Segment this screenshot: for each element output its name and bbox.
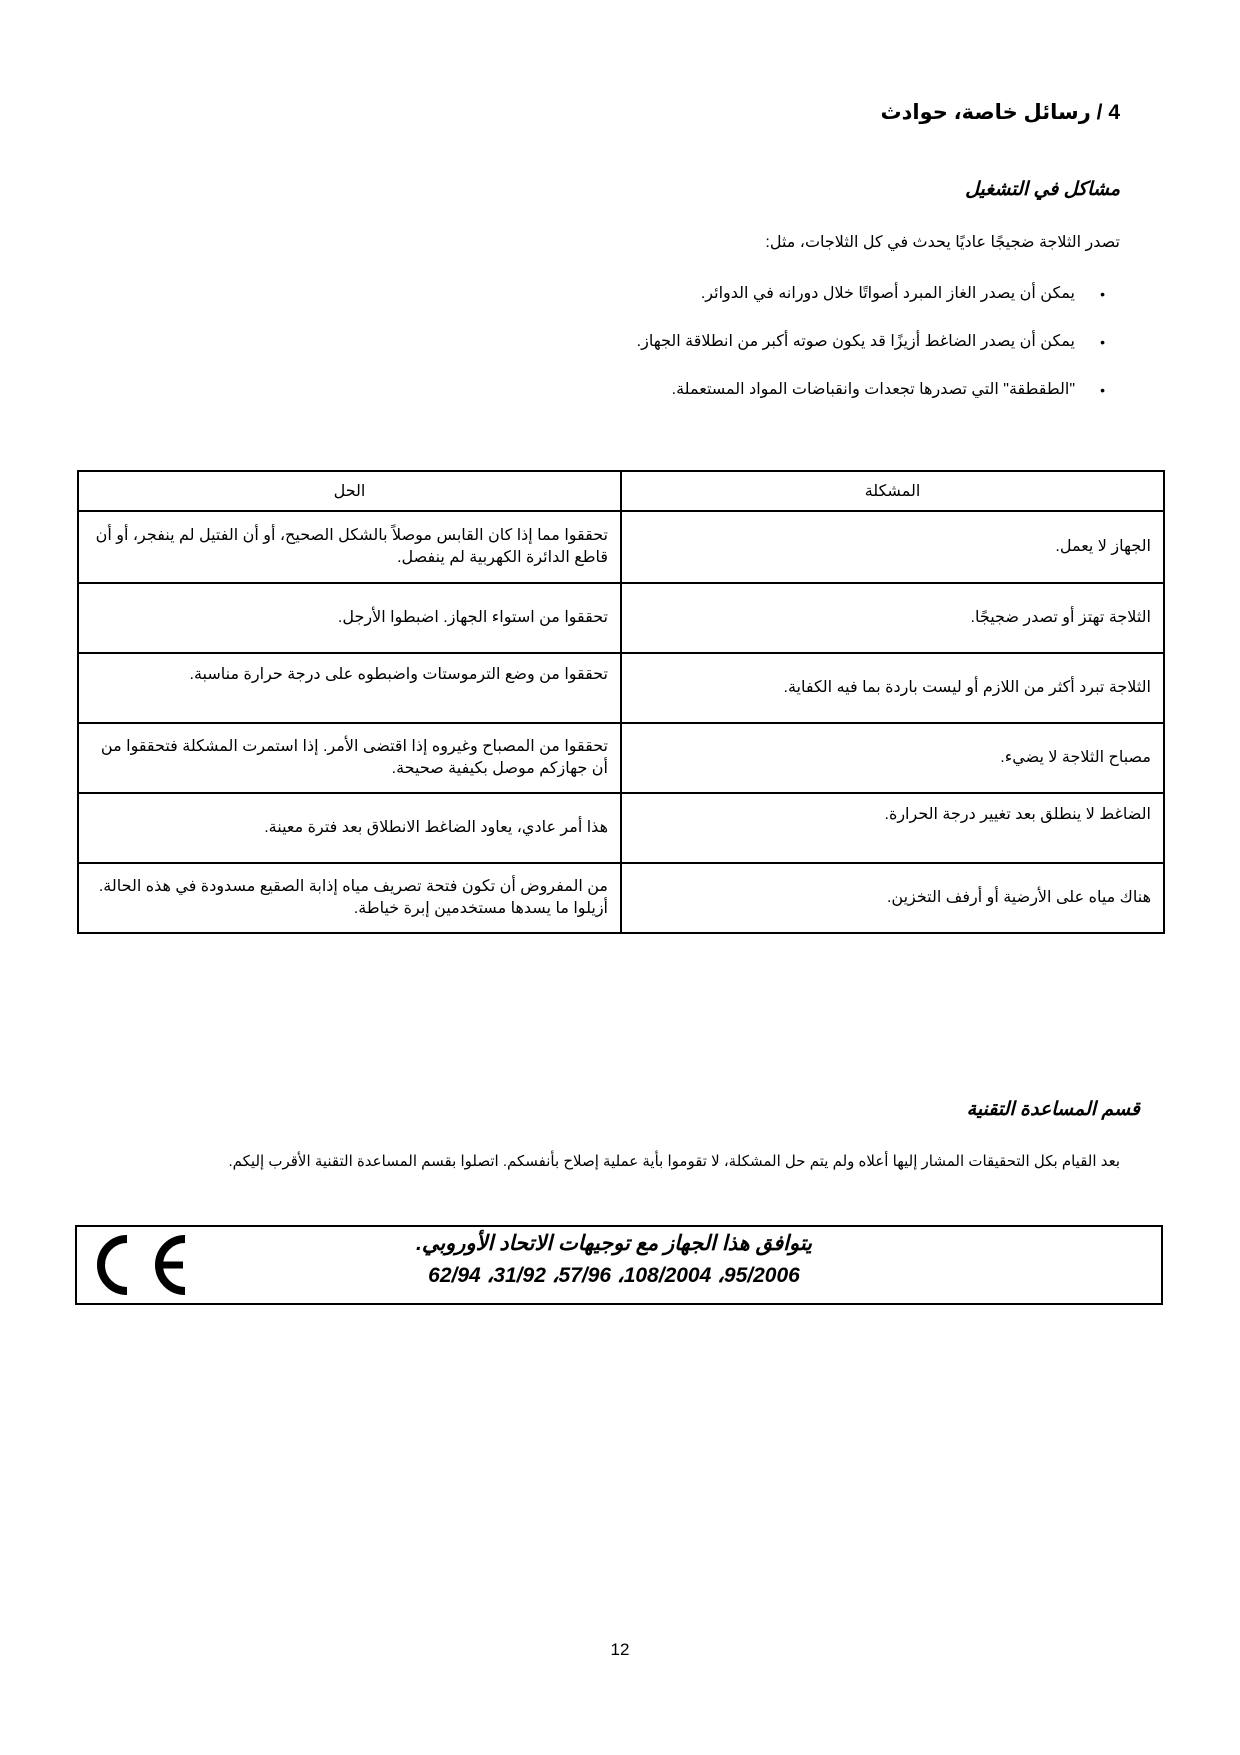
table-row (78, 583, 1164, 653)
list-item (205, 318, 1105, 366)
header-problem: المشكلة (621, 471, 1164, 511)
list-item-text: يمكن أن يصدر الضاغط أزيزًا قد يكون صوته أكبر من انطلاقة الجهاز. (636, 333, 1075, 350)
list-item (205, 366, 1105, 414)
compliance-directives: 95/2006، 108/2004، 57/96، 31/92، 62/94 (428, 1264, 800, 1287)
table-row (78, 723, 1164, 793)
ce-mark-icon (83, 1233, 193, 1297)
solution-cell: من المفروض أن تكون فتحة تصريف مياه إذابة الصقيع مسدودة في هذه الحالة. أزيلوا ما يسدها مستخدمين إبرة خياطة. (78, 863, 621, 933)
solution-cell: تحققوا من المصباح وغيروه إذا اقتضى الأمر. إذا استمرت المشكلة فتحققوا من أن جهازكم موصل بكيفية صحيحة. (78, 723, 621, 793)
noise-list (205, 270, 1105, 414)
table-row (78, 653, 1164, 723)
list-item-text: يمكن أن يصدر الغاز المبرد أصواتًا خلال دورانه في الدوائر. (700, 285, 1075, 302)
table-row (78, 793, 1164, 863)
table-row (78, 511, 1164, 583)
solution-cell: تحققوا مما إذا كان القابس موصلاً بالشكل الصحيح، أو أن الفتيل لم ينفجر، أو أن قاطع الدائرة الكهربية لم ينفصل. (78, 511, 621, 583)
bullet-icon: • (1100, 286, 1105, 302)
problem-cell: الضاغط لا ينطلق بعد تغيير درجة الحرارة. (621, 793, 1164, 863)
problem-cell: مصباح الثلاجة لا يضيء. (621, 723, 1164, 793)
bullet-icon: • (1100, 382, 1105, 398)
support-text: بعد القيام بكل التحقيقات المشار إليها أعلاه ولم يتم حل المشكلة، لا تقوموا بأية عملية إصلاح بأنفسكم. اتصلوا بقسم المساعدة التقنية الأقرب إليكم. (228, 1153, 1120, 1170)
problem-cell: الثلاجة تبرد أكثر من اللازم أو ليست باردة بما فيه الكفاية. (621, 653, 1164, 723)
solution-cell: تحققوا من وضع الترموستات واضبطوه على درجة حرارة مناسبة. (78, 653, 621, 723)
table-header-row (78, 471, 1164, 511)
section-title: 4 / رسائل خاصة، حوادث (880, 101, 1120, 124)
page-number: 12 (610, 1640, 630, 1659)
header-solution: الحل (78, 471, 621, 511)
troubleshooting-table (77, 470, 1165, 934)
problem-cell: الجهاز لا يعمل. (621, 511, 1164, 583)
operations-heading: مشاكل في التشغيل (965, 179, 1120, 200)
list-item (205, 270, 1105, 318)
compliance-statement: يتوافق هذا الجهاز مع توجيهات الاتحاد الأوروبي. (415, 1232, 813, 1255)
problem-cell: هناك مياه على الأرضية أو أرفف التخزين. (621, 863, 1164, 933)
support-heading: قسم المساعدة التقنية (966, 1099, 1140, 1120)
list-item-text: "الطقطقة" التي تصدرها تجعدات وانقباضات المواد المستعملة. (671, 381, 1075, 398)
compliance-box (75, 1225, 1163, 1305)
table-row (78, 863, 1164, 933)
solution-cell: تحققوا من استواء الجهاز. اضبطوا الأرجل. (78, 583, 621, 653)
operations-intro: تصدر الثلاجة ضجيجًا عاديًا يحدث في كل الثلاجات، مثل: (765, 234, 1120, 251)
problem-cell: الثلاجة تهتز أو تصدر ضجيجًا. (621, 583, 1164, 653)
solution-cell: هذا أمر عادي، يعاود الضاغط الانطلاق بعد فترة معينة. (78, 793, 621, 863)
bullet-icon: • (1100, 334, 1105, 350)
